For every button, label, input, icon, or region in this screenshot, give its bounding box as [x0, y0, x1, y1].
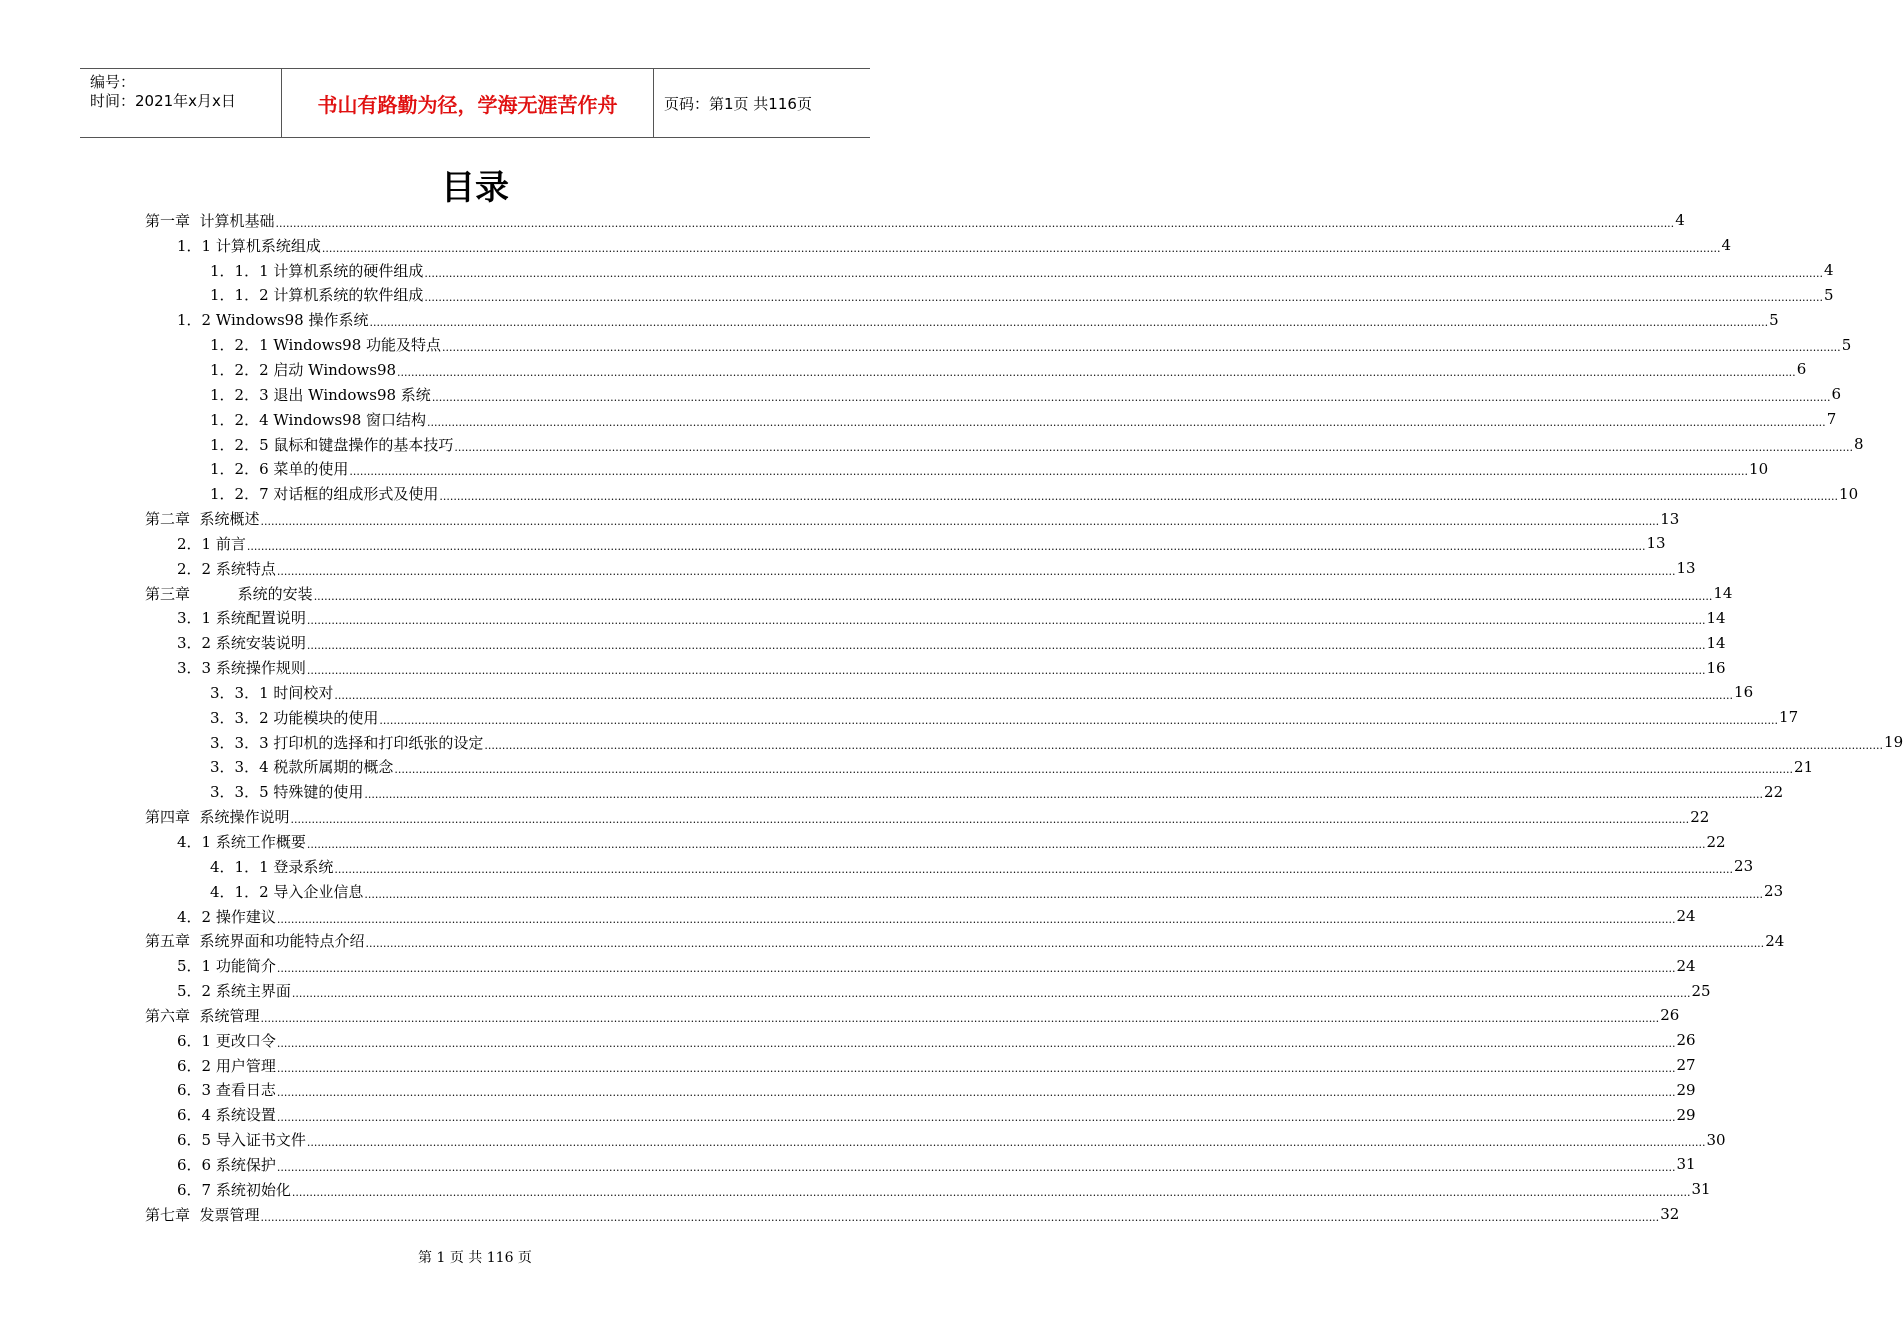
toc-entry[interactable]	[145, 1028, 1696, 1053]
toc-entry[interactable]	[145, 705, 1799, 730]
page-footer: 第 1 页 共 116 页	[418, 1250, 532, 1266]
toc-entry[interactable]	[145, 1177, 1711, 1202]
toc-entry[interactable]	[145, 953, 1696, 978]
toc-entry[interactable]	[145, 307, 1779, 332]
toc-leader-dots: ................................................................................................................................................................................................................................................................................................................................................................................................................	[275, 216, 1675, 230]
toc-entry-page: 14	[1706, 633, 1726, 652]
toc-entry-label: 3．3．2 功能模块的使用	[210, 708, 379, 727]
toc-entry-page: 14	[1706, 608, 1726, 627]
toc-entry[interactable]	[145, 357, 1807, 382]
toc-entry[interactable]	[145, 680, 1754, 705]
toc-leader-dots: ................................................................................................................................................................................................................................................................................................................................................................................................................	[427, 415, 1826, 429]
toc-entry-page: 32	[1660, 1205, 1680, 1224]
toc-entry-page: 10	[1839, 484, 1859, 503]
toc-entry-label: 1．2．3 退出 Windows98 系统	[210, 385, 431, 404]
toc-entry[interactable]	[145, 1102, 1696, 1127]
toc-entry[interactable]	[145, 978, 1711, 1003]
toc-entry-label: 1．2．6 菜单的使用	[210, 460, 349, 479]
header-meta	[80, 69, 281, 137]
toc-leader-dots: ................................................................................................................................................................................................................................................................................................................................................................................................................	[306, 614, 1706, 628]
toc-leader-dots: ................................................................................................................................................................................................................................................................................................................................................................................................................	[306, 1136, 1706, 1150]
toc-entry[interactable]	[145, 755, 1814, 780]
toc-entry-page: 7	[1826, 410, 1837, 429]
toc-entry-page: 21	[1794, 757, 1814, 776]
toc-entry[interactable]	[145, 1202, 1680, 1227]
toc-leader-dots: ................................................................................................................................................................................................................................................................................................................................................................................................................	[364, 788, 1764, 802]
toc-entry[interactable]	[145, 382, 1841, 407]
toc-leader-dots: ................................................................................................................................................................................................................................................................................................................................................................................................................	[379, 713, 1779, 727]
toc-entry[interactable]	[145, 233, 1732, 258]
toc-entry[interactable]	[145, 928, 1785, 953]
toc-entry-label: 1．1．2 计算机系统的软件组成	[210, 286, 424, 305]
toc-entry-page: 6	[1796, 360, 1807, 379]
toc-entry[interactable]	[145, 879, 1784, 904]
toc-entry-label: 第四章 系统操作说明	[145, 808, 290, 827]
toc-entry-label: 6．7 系统初始化	[177, 1180, 291, 1199]
toc-entry[interactable]	[145, 407, 1837, 432]
toc-leader-dots: ................................................................................................................................................................................................................................................................................................................................................................................................................	[365, 937, 1765, 951]
toc-entry-page: 19	[1884, 733, 1903, 752]
toc-leader-dots: ................................................................................................................................................................................................................................................................................................................................................................................................................	[442, 341, 1841, 355]
toc-entry-page: 16	[1706, 658, 1726, 677]
toc-entry[interactable]	[145, 804, 1710, 829]
toc-leader-dots: ................................................................................................................................................................................................................................................................................................................................................................................................................	[276, 1111, 1676, 1125]
toc-entry-label: 3．2 系统安装说明	[177, 634, 306, 653]
toc-entry-page: 29	[1676, 1080, 1696, 1099]
toc-entry[interactable]	[145, 506, 1680, 531]
page-header	[80, 68, 870, 138]
toc-entry[interactable]	[145, 1003, 1680, 1028]
toc-entry-page: 5	[1769, 310, 1779, 329]
toc-leader-dots: ................................................................................................................................................................................................................................................................................................................................................................................................................	[276, 1061, 1676, 1075]
toc-entry-page: 25	[1691, 981, 1711, 1000]
toc-leader-dots: ................................................................................................................................................................................................................................................................................................................................................................................................................	[306, 639, 1706, 653]
toc-entry[interactable]	[145, 904, 1696, 929]
toc-entry-label: 1．2．2 启动 Windows98	[210, 360, 397, 379]
toc-entry-label: 4．1．1 登录系统	[210, 857, 334, 876]
toc-entry-label: 3．3 系统操作规则	[177, 659, 306, 678]
toc-entry-label: 6．6 系统保护	[177, 1155, 276, 1174]
toc-leader-dots: ................................................................................................................................................................................................................................................................................................................................................................................................................	[484, 738, 1884, 752]
toc-entry-page: 5	[1824, 285, 1834, 304]
toc-leader-dots: ................................................................................................................................................................................................................................................................................................................................................................................................................	[290, 813, 1690, 827]
toc-leader-dots: ................................................................................................................................................................................................................................................................................................................................................................................................................	[334, 862, 1734, 876]
toc-leader-dots: ................................................................................................................................................................................................................................................................................................................................................................................................................	[260, 1011, 1660, 1025]
toc-entry[interactable]	[145, 556, 1696, 581]
toc-leader-dots: ................................................................................................................................................................................................................................................................................................................................................................................................................	[246, 539, 1646, 553]
toc-entry-label: 第一章 计算机基础	[145, 211, 275, 230]
toc-leader-dots: ................................................................................................................................................................................................................................................................................................................................................................................................................	[306, 838, 1706, 852]
toc-entry-label: 3．3．3 打印机的选择和打印纸张的设定	[210, 733, 484, 752]
toc-entry[interactable]	[145, 332, 1852, 357]
toc-entry[interactable]	[145, 779, 1784, 804]
toc-leader-dots: ................................................................................................................................................................................................................................................................................................................................................................................................................	[291, 1185, 1691, 1199]
toc-entry-label: 1．2．5 鼠标和键盘操作的基本技巧	[210, 435, 454, 454]
toc-entry-label: 6．2 用户管理	[177, 1056, 276, 1075]
toc-entry-label: 第六章 系统管理	[145, 1006, 260, 1025]
toc-entry-page: 26	[1660, 1006, 1680, 1025]
toc-entry-page: 26	[1676, 1031, 1696, 1050]
toc-entry-label: 6．4 系统设置	[177, 1106, 276, 1125]
toc-entry-page: 13	[1660, 509, 1680, 528]
document-time-label: 时间：2021年x月x日	[90, 92, 236, 110]
toc-entry-page: 24	[1765, 931, 1785, 950]
toc-leader-dots: ................................................................................................................................................................................................................................................................................................................................................................................................................	[364, 887, 1764, 901]
toc-entry-page: 22	[1706, 832, 1726, 851]
toc-entry-label: 1．2．4 Windows98 窗口结构	[210, 410, 427, 429]
toc-leader-dots: ................................................................................................................................................................................................................................................................................................................................................................................................................	[431, 390, 1831, 404]
toc-entry-page: 27	[1676, 1056, 1696, 1075]
toc-entry-label: 第五章 系统界面和功能特点介绍	[145, 932, 365, 951]
toc-entry-page: 13	[1676, 559, 1696, 578]
toc-entry[interactable]	[145, 258, 1834, 283]
toc-entry-page: 16	[1734, 683, 1754, 702]
toc-entry-page: 5	[1841, 335, 1852, 354]
page-title: 目录	[441, 168, 509, 208]
toc-entry[interactable]	[145, 432, 1864, 457]
toc-entry[interactable]	[145, 456, 1769, 481]
toc-leader-dots: ................................................................................................................................................................................................................................................................................................................................................................................................................	[321, 241, 1721, 255]
toc-entry-label: 5．1 功能简介	[177, 957, 276, 976]
toc-entry-label: 1．2．7 对话框的组成形式及使用	[210, 485, 439, 504]
toc-entry[interactable]	[145, 1152, 1696, 1177]
toc-entry-label: 4．1 系统工作概要	[177, 833, 306, 852]
toc-entry[interactable]	[145, 606, 1726, 631]
toc-entry-label: 6．3 查看日志	[177, 1081, 276, 1100]
toc-entry-page: 4	[1675, 211, 1685, 230]
toc-entry[interactable]	[145, 1127, 1726, 1152]
toc-leader-dots: ................................................................................................................................................................................................................................................................................................................................................................................................................	[260, 1210, 1660, 1224]
toc-leader-dots: ................................................................................................................................................................................................................................................................................................................................................................................................................	[454, 440, 1854, 454]
toc-entry-label: 3．3．5 特殊键的使用	[210, 783, 364, 802]
toc-leader-dots: ................................................................................................................................................................................................................................................................................................................................................................................................................	[369, 316, 1769, 330]
toc-entry-page: 14	[1713, 584, 1733, 603]
toc-entry[interactable]	[145, 630, 1726, 655]
toc-leader-dots: ................................................................................................................................................................................................................................................................................................................................................................................................................	[397, 365, 1796, 379]
toc-leader-dots: ................................................................................................................................................................................................................................................................................................................................................................................................................	[334, 688, 1734, 702]
toc-entry-label: 3．1 系统配置说明	[177, 609, 306, 628]
toc-entry[interactable]	[145, 829, 1726, 854]
toc-entry[interactable]	[145, 208, 1685, 233]
toc-entry[interactable]	[145, 1053, 1696, 1078]
toc-leader-dots: ................................................................................................................................................................................................................................................................................................................................................................................................................	[276, 564, 1676, 578]
toc-entry-label: 1．1．1 计算机系统的硬件组成	[210, 261, 424, 280]
toc-entry-page: 23	[1734, 857, 1754, 876]
toc-leader-dots: ................................................................................................................................................................................................................................................................................................................................................................................................................	[313, 589, 1713, 603]
toc-entry-page: 23	[1764, 882, 1784, 901]
toc-entry-page: 8	[1854, 435, 1864, 454]
toc-entry-page: 17	[1779, 708, 1799, 727]
toc-leader-dots: ................................................................................................................................................................................................................................................................................................................................................................................................................	[291, 987, 1691, 1001]
toc-entry[interactable]	[145, 531, 1666, 556]
toc-entry-page: 4	[1721, 236, 1732, 255]
toc-entry-label: 2．1 前言	[177, 534, 246, 553]
toc-entry[interactable]	[145, 854, 1754, 879]
toc-leader-dots: ................................................................................................................................................................................................................................................................................................................................................................................................................	[276, 1086, 1676, 1100]
toc-entry-page: 6	[1831, 385, 1841, 404]
toc-entry[interactable]	[145, 655, 1726, 680]
toc-entry-page: 13	[1646, 534, 1666, 553]
header-page-info: 页码：第1页 共116页	[664, 94, 812, 113]
toc-entry[interactable]	[145, 730, 1903, 755]
toc-leader-dots: ................................................................................................................................................................................................................................................................................................................................................................................................................	[424, 266, 1824, 280]
toc-leader-dots: ................................................................................................................................................................................................................................................................................................................................................................................................................	[306, 664, 1706, 678]
toc-entry-page: 4	[1824, 261, 1834, 280]
table-of-contents	[145, 208, 1903, 1227]
toc-entry-page: 29	[1676, 1105, 1696, 1124]
toc-entry[interactable]	[145, 283, 1834, 308]
document-number-label: 编号：	[90, 73, 136, 91]
toc-leader-dots: ................................................................................................................................................................................................................................................................................................................................................................................................................	[276, 912, 1676, 926]
header-motto: 书山有路勤为径，学海无涯苦作舟	[281, 69, 654, 137]
toc-entry-label: 1．1 计算机系统组成	[177, 236, 321, 255]
toc-leader-dots: ................................................................................................................................................................................................................................................................................................................................................................................................................	[439, 490, 1839, 504]
toc-leader-dots: ................................................................................................................................................................................................................................................................................................................................................................................................................	[276, 962, 1676, 976]
toc-entry[interactable]	[145, 1078, 1696, 1103]
toc-entry-label: 1．2 Windows98 操作系统	[177, 311, 369, 330]
toc-entry-page: 10	[1749, 459, 1769, 478]
toc-entry-label: 3．3．1 时间校对	[210, 683, 334, 702]
toc-entry-page: 22	[1690, 807, 1710, 826]
toc-entry-label: 第三章 系统的安装	[145, 584, 313, 603]
toc-entry-page: 22	[1764, 782, 1784, 801]
toc-entry[interactable]	[145, 481, 1859, 506]
toc-entry-label: 3．3．4 税款所属期的概念	[210, 758, 394, 777]
toc-entry-page: 31	[1676, 1155, 1696, 1174]
toc-leader-dots: ................................................................................................................................................................................................................................................................................................................................................................................................................	[394, 763, 1794, 777]
toc-entry-page: 24	[1676, 907, 1696, 926]
toc-entry-page: 30	[1706, 1130, 1726, 1149]
toc-entry[interactable]	[145, 581, 1733, 606]
toc-leader-dots: ................................................................................................................................................................................................................................................................................................................................................................................................................	[276, 1036, 1676, 1050]
toc-entry-label: 第二章 系统概述	[145, 510, 260, 529]
toc-entry-page: 31	[1691, 1180, 1711, 1199]
toc-entry-page: 24	[1676, 956, 1696, 975]
toc-entry-label: 4．1．2 导入企业信息	[210, 882, 364, 901]
toc-entry-label: 6．1 更改口令	[177, 1031, 276, 1050]
toc-leader-dots: ................................................................................................................................................................................................................................................................................................................................................................................................................	[424, 291, 1824, 305]
toc-leader-dots: ................................................................................................................................................................................................................................................................................................................................................................................................................	[260, 515, 1660, 529]
toc-entry-label: 2．2 系统特点	[177, 559, 276, 578]
toc-entry-label: 5．2 系统主界面	[177, 982, 291, 1001]
toc-entry-label: 1．2．1 Windows98 功能及特点	[210, 336, 442, 355]
toc-leader-dots: ................................................................................................................................................................................................................................................................................................................................................................................................................	[349, 465, 1749, 479]
toc-entry-label: 4．2 操作建议	[177, 907, 276, 926]
toc-entry-label: 第七章 发票管理	[145, 1205, 260, 1224]
toc-leader-dots: ................................................................................................................................................................................................................................................................................................................................................................................................................	[276, 1160, 1676, 1174]
toc-entry-label: 6．5 导入证书文件	[177, 1131, 306, 1150]
